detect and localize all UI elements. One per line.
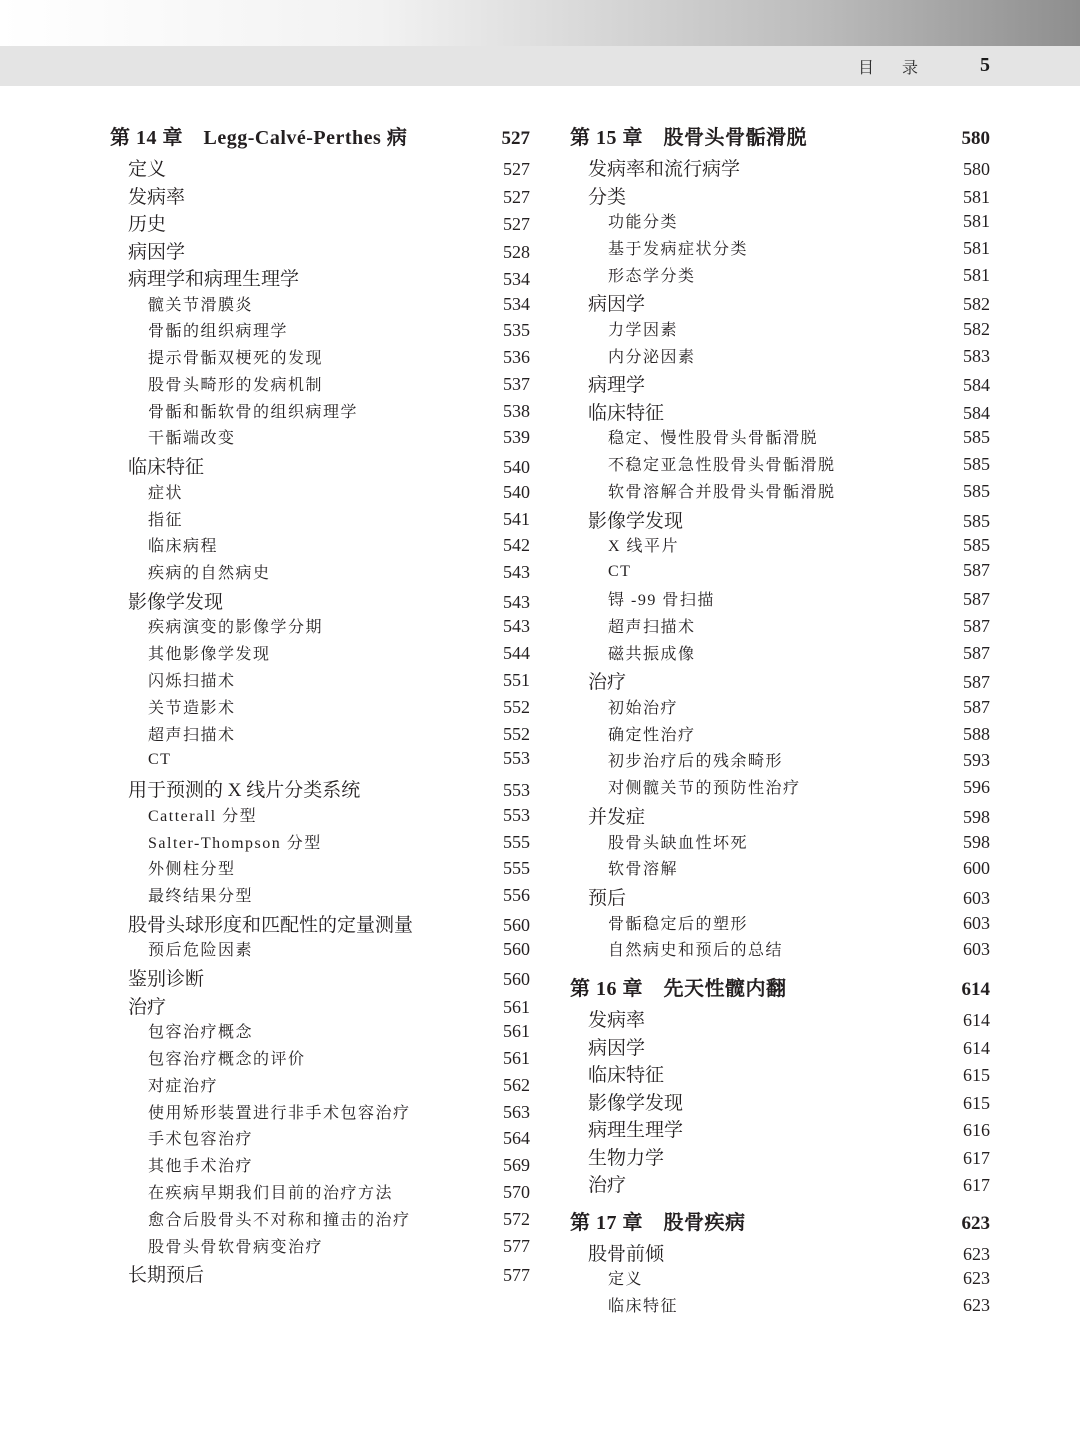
toc-entry-page: 615	[963, 1065, 990, 1086]
toc-entry-title: 病因学	[588, 294, 646, 316]
toc-subsection-entry[interactable]	[570, 830, 990, 857]
toc-subsection-entry[interactable]	[570, 479, 990, 506]
toc-entry-title: 病理生理学	[588, 1120, 684, 1142]
toc-entry-title: 第 16 章 先天性髋内翻	[570, 978, 787, 1001]
toc-entry-page: 577	[503, 1235, 530, 1256]
toc-entry-page: 527	[503, 159, 530, 179]
toc-subsection-entry[interactable]	[570, 452, 990, 479]
toc-entry-page: 582	[963, 318, 990, 339]
toc-subsection-entry[interactable]	[110, 345, 530, 372]
toc-entry-title: 对侧髋关节的预防性治疗	[608, 780, 801, 798]
toc-entry-title: 治疗	[128, 996, 167, 1018]
toc-entry-page: 623	[961, 1212, 990, 1234]
toc-entry-title: 超声扫描术	[148, 726, 236, 744]
toc-entry-page: 587	[963, 696, 990, 717]
toc-entry-page: 617	[963, 1175, 990, 1196]
toc-entry-page: 623	[963, 1268, 990, 1289]
toc-entry-page: 623	[963, 1243, 990, 1264]
toc-entry-title: 预后危险因素	[148, 942, 254, 960]
toc-entry-page: 540	[503, 481, 530, 502]
toc-entry-page: 616	[963, 1120, 990, 1141]
toc-entry-page: 614	[961, 979, 990, 1001]
toc-section-entry[interactable]	[110, 910, 530, 938]
toc-entry-title: X 线平片	[608, 538, 680, 556]
toc-subsection-entry[interactable]	[110, 883, 530, 910]
toc-entry-title: 股骨头骨软骨病变治疗	[148, 1238, 324, 1256]
toc-entry-page: 534	[503, 293, 530, 314]
toc-entry-page: 542	[503, 535, 530, 556]
toc-section-entry[interactable]	[570, 506, 990, 534]
toc-entry-title: 定义	[608, 1271, 644, 1289]
toc-entry-title: 发病率	[128, 186, 186, 208]
toc-section-entry[interactable]	[570, 1005, 990, 1033]
toc-entry-title: 软骨溶解合并股骨头骨骺滑脱	[608, 484, 836, 502]
toc-entry-page: 585	[963, 481, 990, 502]
toc-entry-title: 功能分类	[608, 214, 679, 231]
toc-entry-page: 569	[503, 1155, 530, 1176]
toc-entry-title: 股骨头畸形的发病机制	[148, 376, 324, 394]
toc-entry-page: 598	[963, 831, 990, 852]
toc-entry-page: 553	[503, 748, 530, 769]
toc-section-entry[interactable]	[570, 802, 990, 830]
toc-entry-title: 超声扫描术	[608, 618, 696, 636]
toc-entry-title: 力学因素	[608, 321, 679, 339]
toc-subsection-entry[interactable]	[110, 695, 530, 722]
toc-entry-page: 560	[503, 914, 530, 935]
toc-section-entry[interactable]	[570, 1115, 990, 1143]
toc-entry-page: 544	[503, 643, 530, 664]
toc-entry-page: 563	[503, 1101, 530, 1122]
toc-subsection-entry[interactable]	[110, 372, 530, 399]
toc-entry-title: 关节造影术	[148, 699, 236, 717]
toc-subsection-entry[interactable]	[570, 775, 990, 802]
toc-entry-page: 593	[963, 750, 990, 771]
toc-section-entry[interactable]	[110, 209, 530, 237]
toc-subsection-entry[interactable]	[110, 1046, 530, 1073]
toc-entry-page: 617	[963, 1147, 990, 1168]
toc-section-entry[interactable]	[570, 1239, 990, 1267]
toc-entry-title: 用于预测的 X 线片分类系统	[128, 780, 361, 802]
toc-section-entry[interactable]	[570, 1088, 990, 1116]
toc-entry-page: 561	[503, 1048, 530, 1069]
toc-section-entry[interactable]	[110, 587, 530, 615]
toc-entry-page: 572	[503, 1208, 530, 1229]
toc-subsection-entry[interactable]	[110, 1126, 530, 1153]
toc-entry-title: 自然病史和预后的总结	[608, 942, 784, 960]
toc-entry-page: 585	[963, 535, 990, 556]
toc-section-entry[interactable]	[110, 992, 530, 1020]
toc-entry-page: 562	[503, 1074, 530, 1095]
toc-entry-page: 551	[503, 670, 530, 691]
header-gradient-band	[0, 0, 1080, 46]
toc-entry-page: 585	[963, 454, 990, 475]
toc-entry-page: 614	[963, 1010, 990, 1031]
toc-subsection-entry[interactable]	[110, 668, 530, 695]
toc-entry-title: 并发症	[588, 807, 646, 829]
toc-section-entry[interactable]	[110, 182, 530, 210]
toc-section-entry[interactable]	[110, 775, 530, 803]
toc-entry-page: 582	[963, 294, 990, 315]
toc-entry-title: Salter-Thompson 分型	[148, 834, 322, 852]
toc-subsection-entry[interactable]	[570, 209, 990, 236]
toc-entry-title: 生物力学	[588, 1147, 665, 1169]
toc-section-entry[interactable]	[570, 154, 990, 182]
toc-entry-title: 干骺端改变	[148, 430, 236, 448]
toc-subsection-entry[interactable]	[110, 1234, 530, 1261]
toc-section-entry[interactable]	[570, 667, 990, 695]
toc-entry-title: 定义	[128, 159, 167, 180]
toc-entry-title: 其他影像学发现	[148, 646, 271, 664]
toc-entry-title: 骨骺稳定后的塑形	[608, 915, 749, 933]
toc-subsection-entry[interactable]	[570, 317, 990, 344]
toc-section-entry[interactable]	[110, 237, 530, 265]
toc-entry-page: 587	[963, 560, 990, 581]
toc-chapter-entry[interactable]	[110, 119, 530, 154]
toc-entry-page: 560	[503, 939, 530, 960]
toc-entry-title: 锝 -99 骨扫描	[608, 591, 715, 609]
toc-entry-title: 症状	[148, 484, 184, 502]
toc-entry-title: 股骨头缺血性坏死	[608, 834, 749, 852]
toc-entry-page: 543	[503, 591, 530, 612]
toc-entry-title: 骨骺的组织病理学	[148, 323, 289, 341]
toc-entry-page: 587	[963, 615, 990, 636]
toc-entry-title: 病理学和病理生理学	[128, 269, 300, 290]
toc-entry-title: 包容治疗概念	[148, 1024, 254, 1042]
toc-entry-title: 初始治疗	[608, 699, 679, 717]
toc-entry-page: 556	[503, 885, 530, 906]
toc-entry-page: 561	[503, 1021, 530, 1042]
toc-entry-page: 541	[503, 508, 530, 529]
toc-entry-title: 形态学分类	[608, 267, 696, 285]
toc-entry-page: 614	[963, 1037, 990, 1058]
toc-entry-title: 确定性治疗	[608, 726, 696, 744]
running-header-label: 目 录	[857, 60, 930, 77]
toc-entry-title: 疾病的自然病史	[148, 565, 271, 583]
toc-entry-title: 基于发病症状分类	[608, 240, 749, 258]
toc-entry-page: 585	[963, 427, 990, 448]
toc-entry-page: 588	[963, 723, 990, 744]
toc-entry-page: 580	[961, 128, 990, 149]
toc-entry-page: 585	[963, 510, 990, 531]
toc-entry-title: 临床特征	[588, 402, 665, 424]
toc-section-entry[interactable]	[570, 370, 990, 398]
toc-entry-title: 发病率	[588, 1010, 646, 1032]
toc-subsection-entry[interactable]	[110, 748, 530, 775]
toc-subsection-entry[interactable]	[110, 480, 530, 507]
toc-entry-title: 治疗	[588, 1175, 627, 1197]
toc-entry-page: 581	[963, 211, 990, 231]
toc-entry-title: 在疾病早期我们目前的治疗方法	[148, 1185, 394, 1203]
toc-entry-page: 539	[503, 427, 530, 448]
toc-subsection-entry[interactable]	[110, 560, 530, 587]
toc-entry-title: 使用矫形装置进行非手术包容治疗	[148, 1104, 411, 1122]
toc-entry-page: 534	[503, 269, 530, 289]
toc-entry-title: 磁共振成像	[608, 645, 696, 663]
toc-section-entry[interactable]	[110, 264, 530, 292]
page-number: 5	[980, 54, 990, 76]
toc-entry-title: 历史	[128, 214, 167, 235]
toc-subsection-entry[interactable]	[110, 830, 530, 857]
toc-entry-page: 587	[963, 642, 990, 663]
toc-entry-title: 内分泌因素	[608, 348, 696, 366]
toc-subsection-entry[interactable]	[110, 641, 530, 668]
toc-entry-title: CT	[148, 751, 172, 769]
toc-subsection-entry[interactable]	[110, 937, 530, 964]
toc-entry-title: 临床特征	[128, 457, 205, 479]
toc-entry-title: 其他手术治疗	[148, 1158, 254, 1176]
toc-entry-title: Catterall 分型	[148, 807, 258, 825]
toc-left-column	[110, 119, 530, 1288]
toc-entry-title: 稳定、慢性股骨头骨骺滑脱	[608, 430, 819, 448]
toc-entry-title: 软骨溶解	[608, 861, 679, 879]
toc-subsection-entry[interactable]	[570, 1293, 990, 1320]
toc-entry-title: 外侧柱分型	[148, 861, 236, 879]
toc-entry-page: 623	[963, 1295, 990, 1316]
toc-chapter-entry[interactable]	[570, 970, 990, 1005]
toc-entry-title: 影像学发现	[128, 591, 224, 613]
toc-entry-title: 提示骨骺双梗死的发现	[148, 350, 324, 368]
toc-section-entry[interactable]	[570, 182, 990, 210]
toc-entry-page: 537	[503, 373, 530, 394]
toc-right-column	[570, 119, 990, 1320]
toc-entry-page: 528	[503, 241, 530, 262]
toc-entry-title: 不稳定亚急性股骨头骨骺滑脱	[608, 457, 836, 475]
toc-entry-page: 603	[963, 912, 990, 933]
toc-subsection-entry[interactable]	[110, 856, 530, 883]
toc-entry-title: 髋关节滑膜炎	[148, 296, 254, 314]
toc-entry-page: 603	[963, 888, 990, 909]
toc-subsection-entry[interactable]	[110, 1100, 530, 1127]
toc-entry-title: 包容治疗概念的评价	[148, 1051, 306, 1069]
toc-entry-page: 543	[503, 616, 530, 637]
toc-section-entry[interactable]	[110, 154, 530, 182]
toc-entry-title: 第 17 章 股骨疾病	[570, 1211, 746, 1234]
toc-entry-page: 535	[503, 320, 530, 341]
toc-entry-page: 538	[503, 400, 530, 421]
toc-subsection-entry[interactable]	[110, 803, 530, 830]
toc-entry-title: 第 15 章 股骨头骨骺滑脱	[570, 127, 807, 149]
toc-entry-title: 手术包容治疗	[148, 1131, 254, 1149]
toc-entry-page: 561	[503, 996, 530, 1017]
toc-section-entry[interactable]	[570, 1060, 990, 1088]
toc-entry-title: 闪烁扫描术	[148, 673, 236, 691]
toc-entry-page: 527	[501, 128, 530, 149]
toc-section-entry[interactable]	[570, 289, 990, 317]
toc-entry-page: 584	[963, 375, 990, 396]
toc-entry-page: 527	[503, 214, 530, 234]
toc-subsection-entry[interactable]	[570, 748, 990, 775]
toc-subsection-entry[interactable]	[110, 1019, 530, 1046]
toc-section-entry[interactable]	[570, 1143, 990, 1171]
toc-subsection-entry[interactable]	[110, 507, 530, 534]
toc-entry-title: CT	[608, 563, 632, 581]
toc-subsection-entry[interactable]	[570, 856, 990, 883]
toc-subsection-entry[interactable]	[110, 1207, 530, 1234]
toc-entry-page: 555	[503, 831, 530, 852]
toc-section-entry[interactable]	[570, 398, 990, 426]
toc-entry-title: 鉴别诊断	[128, 969, 205, 991]
toc-subsection-entry[interactable]	[110, 318, 530, 345]
toc-entry-page: 577	[503, 1265, 530, 1286]
toc-entry-page: 536	[503, 347, 530, 368]
toc-section-entry[interactable]	[110, 452, 530, 480]
toc-entry-page: 581	[963, 186, 990, 207]
toc-entry-page: 540	[503, 457, 530, 478]
toc-entry-page: 552	[503, 723, 530, 744]
toc-subsection-entry[interactable]	[110, 292, 530, 319]
toc-entry-page: 584	[963, 402, 990, 423]
toc-entry-title: 股骨头球形度和匹配性的定量测量	[128, 914, 414, 936]
toc-section-entry[interactable]	[110, 1260, 530, 1288]
toc-subsection-entry[interactable]	[570, 587, 990, 614]
toc-subsection-entry[interactable]	[110, 722, 530, 749]
toc-subsection-entry[interactable]	[570, 722, 990, 749]
toc-subsection-entry[interactable]	[570, 344, 990, 371]
toc-section-entry[interactable]	[570, 1170, 990, 1198]
toc-subsection-entry[interactable]	[110, 533, 530, 560]
toc-section-entry[interactable]	[570, 883, 990, 911]
toc-subsection-entry[interactable]	[570, 911, 990, 938]
toc-entry-page: 560	[503, 969, 530, 990]
toc-subsection-entry[interactable]	[570, 263, 990, 290]
toc-entry-title: 指征	[148, 511, 184, 529]
toc-entry-page: 587	[963, 672, 990, 693]
toc-entry-page: 583	[963, 345, 990, 366]
toc-entry-title: 临床特征	[588, 1065, 665, 1087]
toc-subsection-entry[interactable]	[570, 533, 990, 560]
toc-entry-title: 影像学发现	[588, 1092, 684, 1114]
toc-entry-page: 564	[503, 1128, 530, 1149]
toc-entry-title: 影像学发现	[588, 510, 684, 532]
toc-entry-title: 对症治疗	[148, 1077, 219, 1095]
toc-section-entry[interactable]	[570, 1033, 990, 1061]
toc-entry-title: 疾病演变的影像学分期	[148, 619, 324, 637]
toc-entry-page: 553	[503, 804, 530, 825]
toc-entry-title: 发病率和流行病学	[588, 159, 741, 180]
toc-entry-title: 临床特征	[608, 1298, 679, 1316]
toc-entry-page: 543	[503, 562, 530, 583]
toc-entry-page: 600	[963, 858, 990, 879]
toc-entry-page: 553	[503, 780, 530, 801]
toc-subsection-entry[interactable]	[110, 1153, 530, 1180]
toc-entry-page: 603	[963, 939, 990, 960]
toc-entry-page: 570	[503, 1182, 530, 1203]
toc-subsection-entry[interactable]	[570, 695, 990, 722]
toc-entry-page: 615	[963, 1092, 990, 1113]
toc-entry-title: 初步治疗后的残余畸形	[608, 753, 784, 771]
toc-section-entry[interactable]	[110, 964, 530, 992]
toc-entry-page: 596	[963, 777, 990, 798]
toc-entry-page: 598	[963, 807, 990, 828]
toc-subsection-entry[interactable]	[570, 641, 990, 668]
toc-entry-title: 病理学	[588, 375, 646, 397]
toc-entry-page: 555	[503, 858, 530, 879]
toc-entry-title: 长期预后	[128, 1265, 205, 1287]
toc-entry-title: 治疗	[588, 672, 627, 694]
toc-entry-title: 分类	[588, 186, 627, 208]
toc-subsection-entry[interactable]	[570, 614, 990, 641]
toc-entry-page: 580	[963, 159, 990, 179]
toc-subsection-entry[interactable]	[110, 614, 530, 641]
toc-entry-title: 骨骺和骺软骨的组织病理学	[148, 403, 359, 421]
toc-entry-title: 临床病程	[148, 538, 219, 556]
toc-subsection-entry[interactable]	[570, 1266, 990, 1293]
toc-subsection-entry[interactable]	[570, 560, 990, 587]
toc-subsection-entry[interactable]	[110, 1073, 530, 1100]
toc-entry-page: 587	[963, 588, 990, 609]
toc-entry-page: 552	[503, 696, 530, 717]
toc-entry-title: 愈合后股骨头不对称和撞击的治疗	[148, 1211, 411, 1229]
toc-chapter-entry[interactable]	[570, 119, 990, 154]
toc-entry-page: 581	[963, 237, 990, 258]
toc-subsection-entry[interactable]	[570, 236, 990, 263]
toc-subsection-entry[interactable]	[110, 399, 530, 426]
toc-entry-title: 最终结果分型	[148, 888, 254, 906]
toc-entry-title: 病因学	[588, 1037, 646, 1059]
toc-chapter-entry[interactable]	[570, 1204, 990, 1239]
toc-entry-page: 527	[503, 186, 530, 207]
toc-entry-title: 股骨前倾	[588, 1243, 665, 1265]
toc-subsection-entry[interactable]	[570, 425, 990, 452]
toc-entry-page: 581	[963, 264, 990, 285]
toc-entry-title: 预后	[588, 888, 627, 910]
toc-subsection-entry[interactable]	[570, 937, 990, 964]
toc-entry-title: 第 14 章 Legg-Calvé-Perthes 病	[110, 127, 408, 149]
toc-entry-title: 病因学	[128, 241, 186, 263]
toc-subsection-entry[interactable]	[110, 1180, 530, 1207]
toc-subsection-entry[interactable]	[110, 425, 530, 452]
